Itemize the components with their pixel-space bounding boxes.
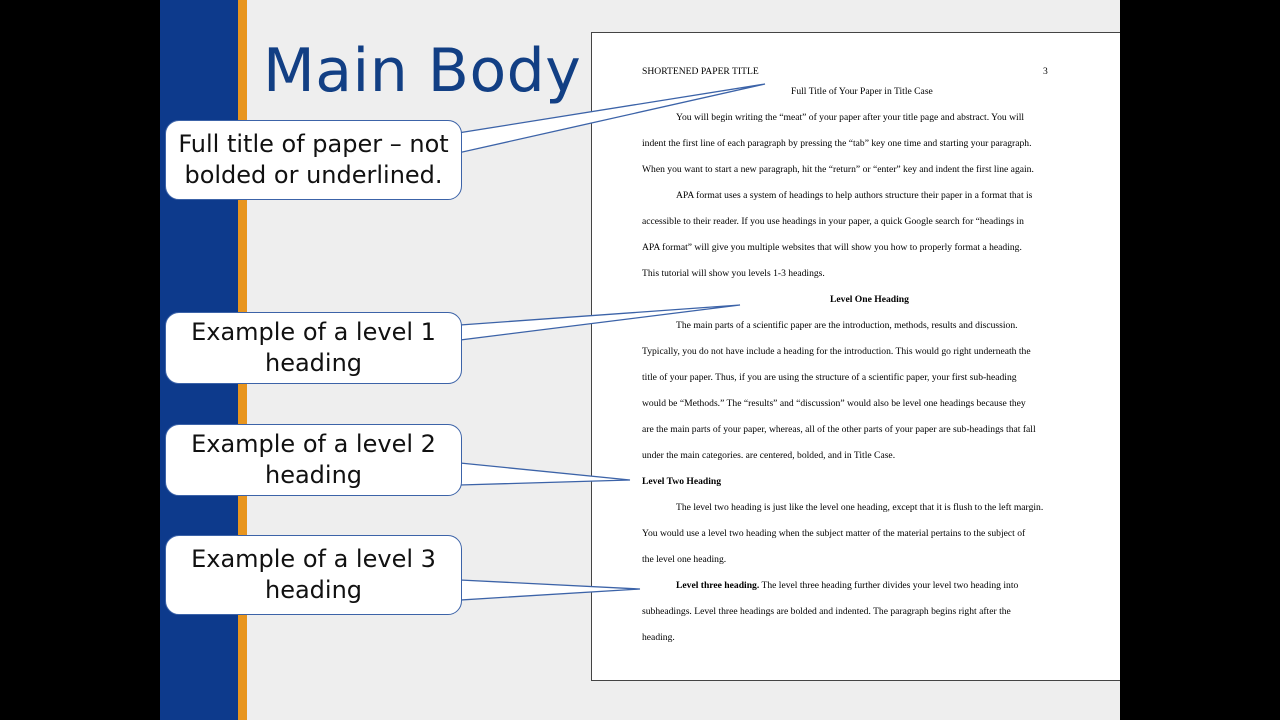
level-three-heading: Level three heading. [676,580,760,591]
slide [160,0,1120,720]
paper-line: would be “Methods.” The “results” and “discussion” would also be level one headings because they [642,398,1026,409]
paper-line: When you want to start a new paragraph, hit the “return” or “enter” key and indent the first line again. [642,164,1034,175]
slide-title: Main Body [263,36,582,106]
paper-line: under the main categories. are centered, bolded, and in Title Case. [642,450,896,461]
level-two-heading: Level Two Heading [642,476,722,487]
paper-line: title of your paper. Thus, if you are using the structure of a scientific paper, your first sub-heading [642,372,1017,383]
paper-line: subheadings. Level three headings are bolded and indented. The paragraph begins right after the [642,606,1011,617]
paper-title: Full Title of Your Paper in Title Case [791,86,933,97]
paper-line: APA format uses a system of headings to help authors structure their paper in a format that is [676,190,1033,201]
paper-line: are the main parts of your paper, whereas, all of the other parts of your paper are sub-headings that fall [642,424,1036,435]
paper-line: Typically, you do not have include a heading for the introduction. This would go right underneath the [642,346,1031,357]
paper-page-number: 3 [1043,66,1048,77]
paper-running-head: SHORTENED PAPER TITLE [642,66,759,77]
paper-line: The main parts of a scientific paper are the introduction, methods, results and discussion. [676,320,1018,331]
paper-line: indent the first line of each paragraph by pressing the “tab” key one time and starting your paragraph. [642,138,1032,149]
leader-level-3 [460,580,640,600]
paper-line: You will begin writing the “meat” of your paper after your title page and abstract. You will [676,112,1025,123]
callout-full-title: Full title of paper – not bolded or underlined. [165,120,462,200]
level-three-run-in-text: The level three heading further divides your level two heading into [759,580,1019,591]
paper-line: heading. [642,632,675,643]
callout-level-1: Example of a level 1 heading [165,312,462,384]
callout-level-2: Example of a level 2 heading [165,424,462,496]
paper-line: This tutorial will show you levels 1-3 headings. [642,268,825,279]
paper-line: You would use a level two heading when the subject matter of the material pertains to the subject of [642,528,1026,539]
paper-line: the level one heading. [642,554,727,565]
paper-line: accessible to their reader. If you use headings in your paper, a quick Google search for “headings in [642,216,1024,227]
callout-level-3: Example of a level 3 heading [165,535,462,615]
leader-title [458,84,765,153]
level-one-heading: Level One Heading [830,294,909,305]
leader-level-2 [460,463,630,485]
paper-line: APA format” will give you multiple websites that will show you how to properly format a heading. [642,242,1022,253]
paper-line: The level two heading is just like the level one heading, except that it is flush to the left margin. [676,502,1044,513]
leader-level-1 [460,305,740,340]
